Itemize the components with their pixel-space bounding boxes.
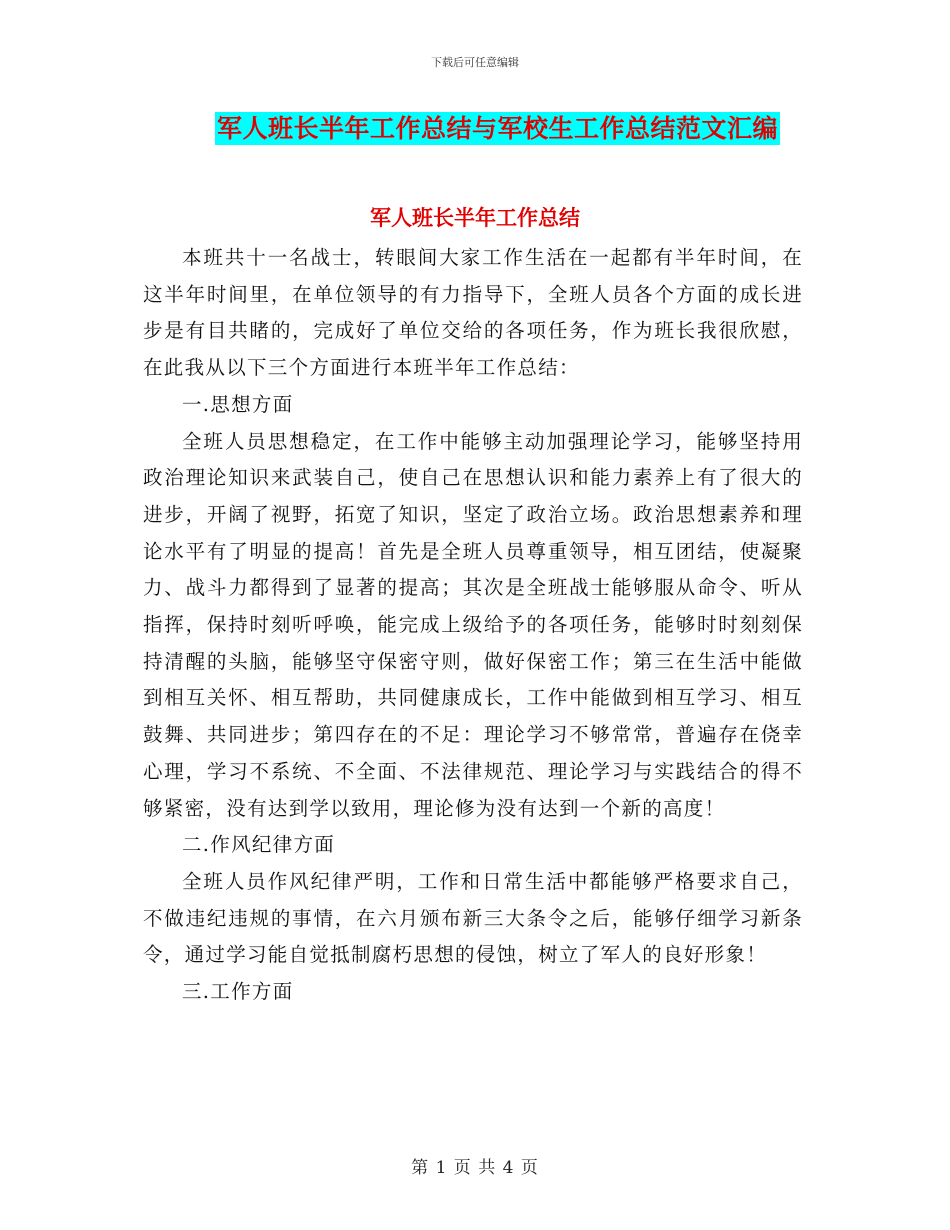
heading-work: 三.工作方面 xyxy=(182,980,294,1004)
heading-discipline: 二.作风纪律方面 xyxy=(182,833,336,857)
paragraph-intro: 本班共十一名战士，转眼间大家工作生活在一起都有半年时间，在这半年时间里，在单位领导的有力指导下，全班人员各个方面的成长进步是有目共睹的，完成好了单位交给的各项任务，作为班长我很欣慰，在此我从以下三个方面进行本班半年工作总结： xyxy=(143,246,803,380)
main-title: 军人班长半年工作总结与军校生工作总结范文汇编 xyxy=(216,114,778,143)
main-title-container xyxy=(0,112,950,145)
paragraph-thought: 全班人员思想稳定，在工作中能够主动加强理论学习，能够坚持用政治理论知识来武装自己，使自己在思想认识和能力素养上有了很大的进步，开阔了视野，拓宽了知识，坚定了政治立场。政治思想素养和理论水平有了明显的提高！首先是全班人员尊重领导，相互团结，使凝聚力、战斗力都得到了显著的提高；其次是全班战士能够服从命令、听从指挥，保持时刻听呼唤，能完成上级给予的各项任务，能够时时刻刻保持清醒的头脑，能够坚守保密守则，做好保密工作；第三在生活中能做到相互关怀、相互帮助，共同健康成长，工作中能做到相互学习、相互鼓舞、共同进步；第四存在的不足：理论学习不够常常，普遍存在侥幸心理，学习不系统、不全面、不法律规范、理论学习与实践结合的得不够紧密，没有达到学以致用，理论修为没有达到一个新的高度！ xyxy=(143,429,803,820)
page-number-footer: 第 1 页 共 4 页 xyxy=(411,1158,539,1178)
section-title: 军人班长半年工作总结 xyxy=(370,205,580,230)
body-text xyxy=(143,222,803,1011)
paragraph-discipline: 全班人员作风纪律严明，工作和日常生活中都能够严格要求自己，不做违纪违规的事情，在六月颁布新三大条令之后，能够仔细学习新条令，通过学习能自觉抵制腐朽思想的侵蚀，树立了军人的良好形象！ xyxy=(143,869,803,967)
header-note: 下载后可任意编辑 xyxy=(431,56,519,69)
heading-thought: 一.思想方面 xyxy=(182,392,294,416)
